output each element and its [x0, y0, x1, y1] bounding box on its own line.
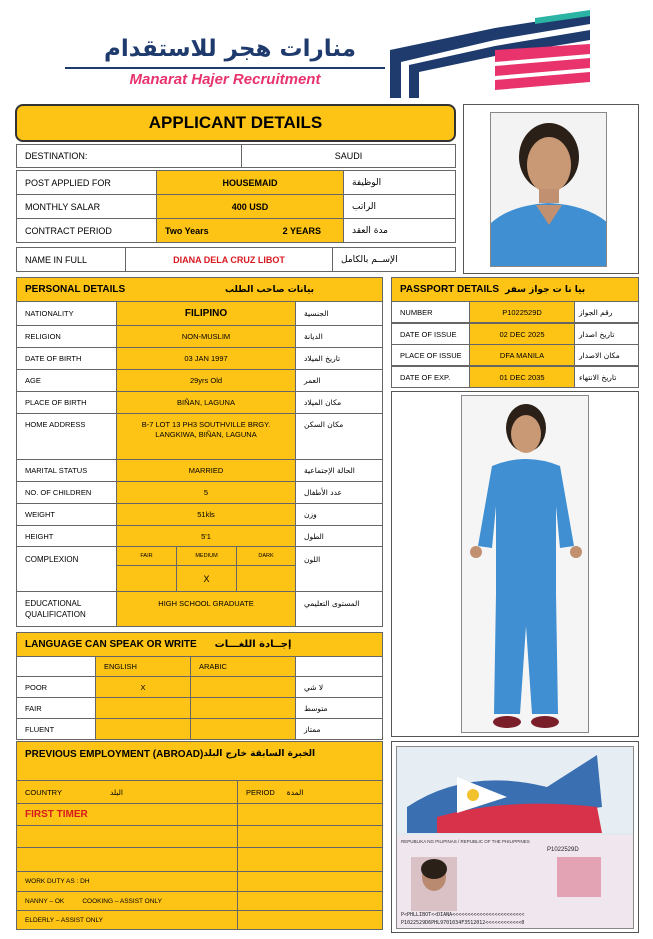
personal-row-label: WEIGHT [16, 503, 117, 526]
employment-period-label: PERIOD [246, 787, 275, 797]
personal-row-label: NO. OF CHILDREN [16, 481, 117, 504]
elderly-care: ELDERLY – ASSIST ONLY [16, 910, 238, 930]
personal-row-arabic: الحالة الإجتماعية [295, 459, 383, 482]
logo-underline [65, 67, 385, 69]
passport-row-value: 02 DEC 2025 [469, 323, 575, 345]
salary-value: 400 USD [156, 194, 344, 219]
personal-row-label: RELIGION [16, 325, 117, 348]
language-english-mark: X [95, 676, 191, 698]
language-english-mark [95, 718, 191, 740]
passport-row-label: NUMBER [391, 301, 470, 323]
salary-arabic: الراتب [343, 194, 456, 219]
employment-country-heading [16, 780, 238, 804]
personal-row-value: NON-MUSLIM [116, 325, 296, 348]
complexion-medium-mark: X [176, 565, 237, 592]
personal-row-value: 5 [116, 481, 296, 504]
personal-row-value: 51kls [116, 503, 296, 526]
employment-period-arabic: المدة [286, 787, 304, 797]
education-label-text: EDUCATIONAL QUALIFICATION [25, 599, 86, 619]
logo-arabic-text: منارات هجر للاستقدام [103, 36, 357, 62]
passport-details-header [391, 277, 639, 302]
personal-row-arabic: عدد الأطفال [295, 481, 383, 504]
contract-value-number: 2 YEARS [282, 225, 321, 236]
nanny-period [237, 891, 383, 911]
passport-row-label: DATE OF EXP. [391, 366, 470, 388]
post-label: POST APPLIED FOR [16, 170, 157, 195]
contract-value [156, 218, 344, 243]
personal-row-arabic: الطول [295, 525, 383, 547]
personal-row-label: HEIGHT [16, 525, 117, 547]
personal-row-value: 29yrs Old [116, 369, 296, 392]
employment-row-2 [16, 825, 238, 848]
passport-row-arabic: تاريخ الانتهاء [574, 366, 639, 388]
language-level-arabic: لا شي [295, 676, 383, 698]
passport-row-label: DATE OF ISSUE [391, 323, 470, 345]
personal-row-label: NATIONALITY [16, 301, 117, 326]
passport-row-arabic: مكان الاصدار [574, 344, 639, 366]
language-level-arabic: ممتاز [295, 718, 383, 740]
passport-mrz-line-2: P1022529D6PHL9701034F3512012<<<<<<<<<<<<0 [401, 920, 525, 926]
passport-scan-country: REPUBLIKA NG PILIPINAS / REPUBLIC OF THE PHILIPPINES [401, 839, 530, 844]
employment-country-arabic: البلد [109, 787, 124, 797]
employment-header [16, 741, 383, 781]
personal-row-arabic: وزن [295, 503, 383, 526]
complexion-arabic: اللون [295, 546, 383, 592]
complexion-fair-mark [116, 565, 177, 592]
employment-row-3 [16, 847, 238, 872]
personal-row-label: DATE OF BIRTH [16, 347, 117, 370]
personal-row-label: PLACE OF BIRTH [16, 391, 117, 414]
personal-row-arabic: العمر [295, 369, 383, 392]
employment-period-2 [237, 825, 383, 848]
passport-row-value: DFA MANILA [469, 344, 575, 366]
passport-scan-number: P1022529D [547, 847, 579, 853]
language-level-label: FAIR [16, 697, 96, 719]
language-title-arabic: إجــادة اللغـــات [214, 639, 292, 650]
personal-row-value: 5'1 [116, 525, 296, 547]
post-value: HOUSEMAID [156, 170, 344, 195]
education-value: HIGH SCHOOL GRADUATE [116, 591, 296, 627]
logo-english-text: Manarat Hajer Recruitment [129, 71, 321, 88]
passport-mrz-line-1: P<PHLLIBOT<<DIANA<<<<<<<<<<<<<<<<<<<<<<<< [401, 912, 525, 918]
complexion-dark-mark [236, 565, 296, 592]
employment-period-1 [237, 803, 383, 826]
house-logo-icon [385, 10, 600, 98]
headshot-photo [490, 112, 607, 267]
full-body-photo [461, 395, 589, 733]
employment-period-3 [237, 847, 383, 872]
post-arabic: الوظيفة [343, 170, 456, 195]
destination-value: SAUDI [241, 144, 456, 168]
complexion-dark: DARK [236, 546, 296, 566]
employment-country-label: COUNTRY [25, 787, 62, 797]
passport-flag-icon [397, 747, 634, 929]
language-english-heading: ENGLISH [95, 656, 191, 677]
personal-row-arabic: تاريخ الميلاد [295, 347, 383, 370]
education-arabic: المستوى التعليمي [295, 591, 383, 627]
language-level-label: POOR [16, 676, 96, 698]
language-arabic-mark [190, 697, 296, 719]
company-logo [55, 10, 605, 98]
contract-arabic: مدة العقد [343, 218, 456, 243]
contract-label: CONTRACT PERIOD [16, 218, 157, 243]
salary-label: MONTHLY SALAR [16, 194, 157, 219]
applicant-name: DIANA DELA CRUZ LIBOT [125, 247, 333, 272]
language-arabic-mark [190, 718, 296, 740]
page-title [15, 104, 456, 142]
passport-details-title-arabic: بيا نا ت جواز سفر [505, 284, 586, 295]
passport-row-value: 01 DEC 2035 [469, 366, 575, 388]
complexion-medium: MEDIUM [176, 546, 237, 566]
work-duty: WORK DUTY AS : DH [16, 871, 238, 892]
language-english-mark [95, 697, 191, 719]
language-title: LANGUAGE CAN SPEAK OR WRITE [25, 639, 197, 650]
contract-value-words: Two Years [165, 225, 209, 236]
first-timer: FIRST TIMER [16, 803, 238, 826]
language-arabic-mark [190, 676, 296, 698]
name-label: NAME IN FULL [16, 247, 126, 272]
complexion-label: COMPLEXION [16, 546, 117, 592]
language-arabic-heading: ARABIC [190, 656, 296, 677]
personal-details-title-arabic: بيانات صاحب الطلب [224, 284, 314, 295]
personal-row-value: 03 JAN 1997 [116, 347, 296, 370]
passport-row-arabic: رقم الجواز [574, 301, 639, 323]
education-label [16, 591, 117, 627]
personal-row-value: MARRIED [116, 459, 296, 482]
passport-row-arabic: تاريخ اصدار [574, 323, 639, 345]
nanny-cooking: NANNY – OK COOKING – ASSIST ONLY [16, 891, 238, 911]
personal-row-value: BIÑAN, LAGUNA [116, 391, 296, 414]
language-level-arabic: متوسط [295, 697, 383, 719]
passport-details-title: PASSPORT DETAILS [400, 284, 500, 295]
language-level-label: FLUENT [16, 718, 96, 740]
personal-details-header [16, 277, 383, 302]
full-body-figure-icon [462, 396, 589, 733]
passport-row-label: PLACE OF ISSUE [391, 344, 470, 366]
language-corner [16, 656, 96, 677]
language-heading-blank [295, 656, 383, 677]
personal-row-arabic: الجنسية [295, 301, 383, 326]
personal-row-label: HOME ADDRESS [16, 413, 117, 460]
destination-label: DESTINATION: [16, 144, 242, 168]
passport-row-value: P1022529D [469, 301, 575, 323]
personal-row-arabic: الديانة [295, 325, 383, 348]
employment-period-heading [237, 780, 383, 804]
work-duty-period [237, 871, 383, 892]
headshot-figure-icon [491, 113, 607, 267]
passport-scan-image [396, 746, 634, 929]
personal-row-label: AGE [16, 369, 117, 392]
personal-row-label: MARITAL STATUS [16, 459, 117, 482]
personal-row-arabic: مكان السكن [295, 413, 383, 460]
language-header [16, 632, 383, 657]
personal-row-arabic: مكان الميلاد [295, 391, 383, 414]
employment-title: PREVIOUS EMPLOYMENT (ABROAD) [25, 749, 204, 760]
personal-details-title: PERSONAL DETAILS [25, 284, 126, 295]
employment-title-arabic: الخبرة السابقة خارج البلد [203, 749, 316, 759]
personal-row-value: B-7 LOT 13 PH3 SOUTHVILLE BRGY. LANGKIWA, BIÑAN, LAGUNA [116, 413, 296, 460]
complexion-fair: FAIR [116, 546, 177, 566]
personal-row-value: FILIPINO [116, 301, 296, 326]
elderly-period [237, 910, 383, 930]
page-title-text: APPLICANT DETAILS [148, 113, 323, 132]
name-arabic: الإســم بالكامل [332, 247, 456, 272]
